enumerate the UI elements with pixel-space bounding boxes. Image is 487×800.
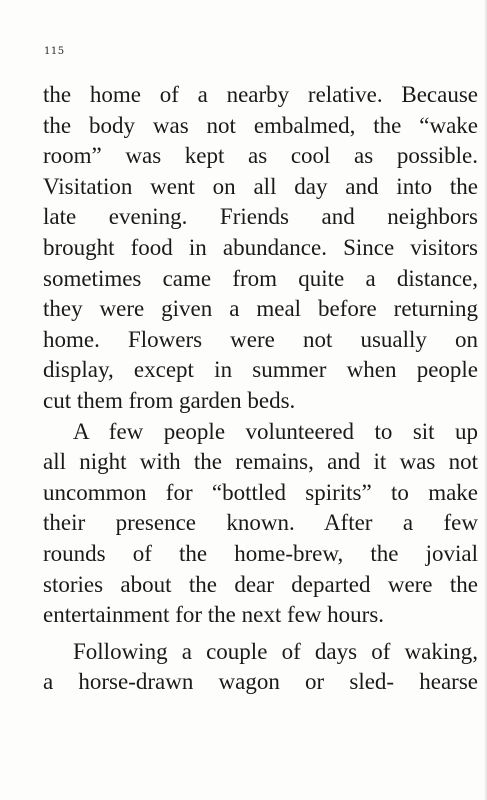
body-text — [43, 80, 478, 698]
paragraph-2-line-2: all night with the remains, and it was not — [43, 449, 478, 475]
paragraph-1-line-1: the home of a nearby relative. Because — [43, 82, 478, 107]
paragraph-2-line-1: A few people volunteered to sit up — [73, 418, 478, 444]
paragraph-1-line-6: brought food in abundance. Since visitors — [43, 234, 478, 260]
paragraph-3-line-1: Following a couple of days of waking, — [73, 638, 478, 664]
paragraph-1-line-10: display, except in summer when people — [43, 357, 478, 383]
paragraph-1-line-4: Visitation went on all day and into the — [43, 173, 478, 199]
paragraph-2-line-6: stories about the dear departed were the — [43, 571, 478, 597]
paragraph-3-line-2: a horse-drawn wagon or sled- hearse — [43, 669, 478, 695]
paragraph-1-line-2: the body was not embalmed, the “wake — [43, 112, 478, 138]
paragraph-1-line-5: late evening. Friends and neighbors — [43, 204, 478, 230]
page-number: 115 — [44, 46, 65, 57]
paragraph-2-line-3: uncommon for “bottled spirits” to make — [43, 479, 478, 505]
paragraph-1-line-11: cut them from garden beds. — [43, 387, 296, 413]
paragraph-1-line-7: sometimes came from quite a distance, — [43, 265, 478, 291]
paragraph-1-line-3: room” was kept as cool as possible. — [43, 143, 478, 169]
paragraph-1-line-9: home. Flowers were not usually on — [43, 326, 478, 352]
paragraph-2-line-7: entertainment for the next few hours. — [43, 602, 385, 628]
paragraph-2-line-5: rounds of the home-brew, the jovial — [43, 540, 478, 566]
paragraph-1-line-8: they were given a meal before returning — [43, 296, 478, 322]
paragraph-2-line-4: their presence known. After a few — [43, 510, 478, 536]
